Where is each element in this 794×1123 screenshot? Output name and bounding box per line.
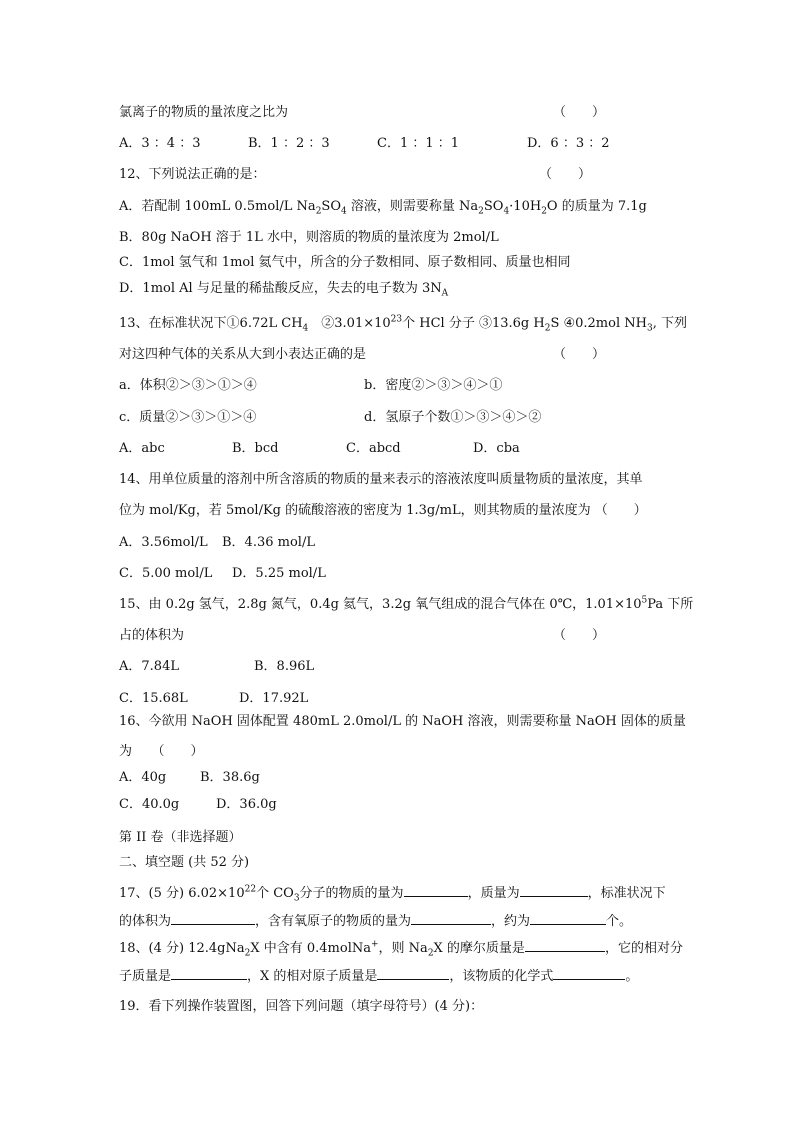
q16-stem-line2: 为 （ ） [119,744,204,759]
q14-option-a: A．3.56mol/L [119,535,208,550]
q12-stem: 12、下列说法正确的是： [119,167,266,182]
q19-stem: 19．看下列操作装置图，回答下列问题（填字母符号）(4 分)： [119,999,484,1014]
q13-option-b: B．bcd [232,441,279,456]
q12-option-d: D．1mol Al 与足量的稀盐酸反应，失去的电子数为 $3N_A$ [119,281,449,299]
q13-answer-paren: （ ） [553,347,606,362]
q14-option-b: B．4.36 mol/L [222,535,315,550]
q11-option-d: D．6 ：3 ：2 [527,136,610,151]
q17-blank-3 [171,910,255,925]
q13-option-d: D．cba [473,441,520,456]
q11-stem-tail: 氯离子的物质的量浓度之比为 [119,105,289,120]
q13-statement-c: c．质量②＞③＞①＞④ [119,410,257,425]
q16-stem-line1: 16、今欲用 NaOH 固体配置 480mL 2.0mol/L 的 NaOH 溶液，则需要称量 NaOH 固体的质量 [119,714,686,729]
section-subheading: 二、填空题 (共 52 分) [119,855,250,870]
q12-option-a: A．若配制 100mL 0.5mol/L $Na_2SO_4$ 溶液，则需要称量 $Na_2SO_4\cdot 10H_2O$ 的质量为 7.1g [119,199,647,217]
q13-option-a: A．abc [119,441,165,456]
q16-option-c: C．40.0g [119,797,180,812]
q17-blank-2 [520,882,588,897]
q17-blank-1 [404,882,468,897]
q11-option-a: A．3 ：4 ：3 [119,136,201,151]
q18-line2: 子质量是 ，X 的相对原子质量是 ，该物质的化学式 。 [119,965,638,985]
q14-stem-line2: 位为 mol/Kg，若 5mol/Kg 的硫酸溶液的密度为 1.3g/mL，则其物质的量浓度为 （ ） [119,503,647,518]
q14-option-d: D．5.25 mol/L [232,566,326,581]
q14-option-c: C．5.00 mol/L [119,566,213,581]
q13-option-c: C．abcd [346,441,401,456]
q18-blank-2 [171,965,247,980]
q15-option-c: C．15.68L [119,691,188,706]
q18-blank-3 [377,965,449,980]
q11-option-c: C．1 ：1 ：1 [377,136,460,151]
q18-line1: 18、(4 分) 12.4gNa$_2$X 中含有 0.4molNa+，则 $Na_2X$ 的摩尔质量是 ，它的相对分 [119,937,683,957]
q13-statement-b: b．密度②＞③＞④＞① [364,378,503,393]
q16-option-b: B．38.6g [200,770,260,785]
q11-option-b: B．1 ：2 ：3 [248,136,330,151]
q15-answer-paren: （ ） [553,628,606,643]
section-heading: 第 II 卷（非选择题） [119,830,242,845]
q15-option-b: B．8.96L [254,659,315,674]
q16-option-d: D．36.0g [216,797,277,812]
q12-option-c: C．1mol 氢气和 1mol 氦气中，所含的分子数相同、原子数相同、质量也相同 [119,255,571,270]
q13-statement-d: d．氢原子个数①＞③＞④＞② [364,410,542,425]
q17-line2: 的体积为 ，含有氧原子的物质的量为 ，约为 个。 [119,910,632,930]
q13-stem-line1: 13、在标准状况下①6.72L $CH_4$ $②3.01\times 10^{23}$个 HCl 分子 ③13.6g $H_2S$ ④0.2mol $NH_3$, 下列 [119,314,687,334]
q14-stem-line1: 14、用单位质量的溶剂中所含溶质的物质的量来表示的溶液浓度叫质量物质的量浓度，其单 [119,472,643,487]
q17-blank-4 [411,910,491,925]
q13-stem-line2: 对这四种气体的关系从大到小表达正确的是 [119,347,367,362]
q18-blank-4 [553,965,625,980]
q15-option-a: A．7.84L [119,659,179,674]
q17-blank-5 [530,910,606,925]
q18-blank-1 [525,937,605,952]
q12-answer-paren: （ ） [539,167,592,182]
q13-statement-a: a．体积②＞③＞①＞④ [119,378,257,393]
q12-option-b: B．80g NaOH 溶于 1L 水中，则溶质的物质的量浓度为 2mol/L [119,230,499,245]
q15-option-d: D．17.92L [239,691,309,706]
q15-stem-line2: 占的体积为 [119,628,185,643]
q15-stem-line1: 15、由 0.2g 氢气，2.8g 氮气，0.4g 氦气，3.2g 氧气组成的混合气体在 0℃，$1.01\times 10^5Pa$ 下所 [119,595,694,612]
q17-line1: 17、(5 分) $6.02\times 10^{22}$个 $CO_3$分子的物质的量为 ，质量为 ，标准状况下 [119,882,666,902]
q11-answer-paren: （ ） [553,105,606,120]
q16-option-a: A．40g [119,770,167,785]
